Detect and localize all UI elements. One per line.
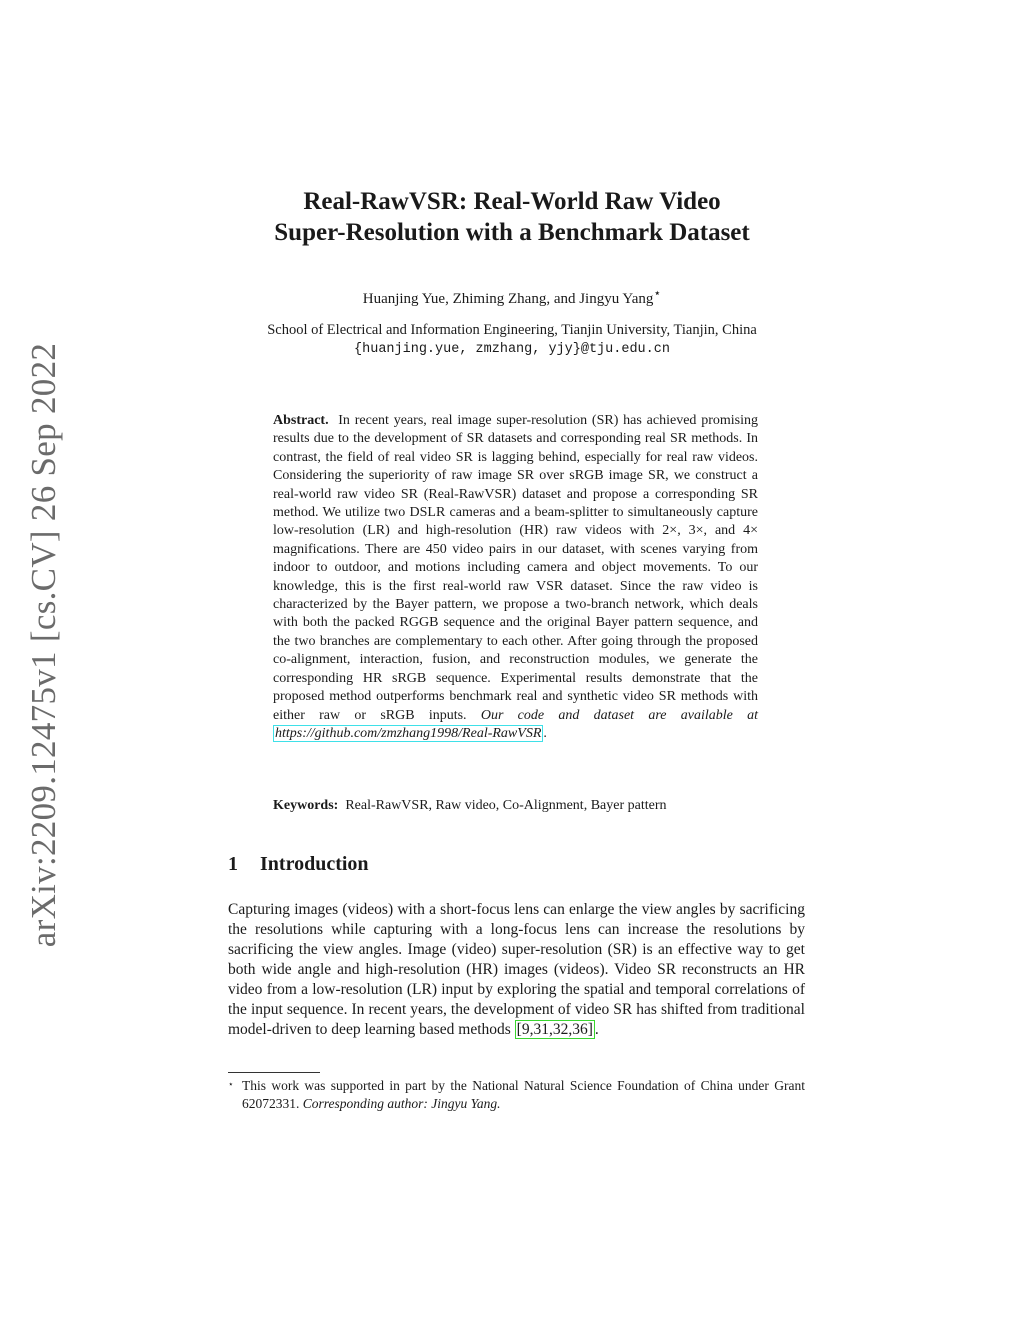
- title-line-2: Super-Resolution with a Benchmark Dataset: [274, 219, 750, 246]
- introduction-text: Capturing images (videos) with a short-focus lens can enlarge the view angles by sacrificing the resolutions while capturing with a long-focus lens can increase the resolutions by sacrificing the view angles. Image (video) super-resolution (SR) is an effective way to get both wide angle and high-resolution (HR) images (videos). Video SR reconstructs an HR video from a low-resolution (LR) input by exploring the spatial and temporal correlations of the input sequence. In recent years, the development of video SR has shifted from traditional model-driven to deep learning based methods: [228, 901, 805, 1038]
- abstract-label: Abstract.: [273, 413, 329, 428]
- authors-text: Huanjing Yue, Zhiming Zhang, and Jingyu Yang: [362, 291, 654, 307]
- citation-refs: 9,31,32,36: [521, 1021, 588, 1038]
- footnote-body: [242, 1077, 805, 1113]
- abstract-body: In recent years, real image super-resolution (SR) has achieved promising results due to the development of SR datasets and corresponding real SR methods. In contrast, the field of real video SR is lagging behind, especially for real raw videos. Considering the superiority of raw image SR over sRGB image SR, we construct a real-world raw video SR (Real-RawVSR) dataset and propose a corresponding SR method. We utilize two DSLR cameras and a beam-splitter to simultaneously capture low-resolution (LR) and high-resolution (HR) raw videos with 2×, 3×, and 4× magnifications. There are 450 video pairs in our dataset, with scenes varying from indoor to outdoor, and motions including camera and object movements. To our knowledge, this is the first real-world raw VSR dataset. Since the raw video is characterized by the Bayer pattern, we propose a two-branch network, which deals with both the packed RGGB sequence and the original Bayer pattern sequence, and the two branches are complementary to each other. After going through the proposed co-alignment, interaction, fusion, and reconstruction modules, we generate the corresponding HR sRGB sequence. Experimental results demonstrate that the proposed method outperforms benchmark real and synthetic video SR methods with either raw or sRGB inputs.: [273, 413, 759, 723]
- corresponding-author: Corresponding author: Jingyu Yang.: [302, 1096, 501, 1111]
- footnote-text: This work was supported in part by the National Natural Science Foundation of China under Grant 62072331.: [242, 1078, 805, 1111]
- footnote: [228, 1077, 805, 1113]
- keywords: [273, 798, 758, 814]
- paper-title: [0, 186, 1024, 248]
- abstract-code-note: Our code and dataset are available at: [480, 707, 759, 723]
- arxiv-sidebar: [24, 342, 64, 948]
- footnote-rule: [228, 1072, 320, 1073]
- author-footnote-mark: ⋆: [653, 286, 662, 300]
- keywords-label: Keywords:: [273, 798, 339, 813]
- email-addresses: {huanjing.yue, zmzhang, yjy}@tju.edu.cn: [354, 342, 670, 357]
- abstract: [273, 412, 758, 743]
- section-title: Introduction: [260, 853, 369, 875]
- citation-close: ]: [587, 1021, 593, 1038]
- introduction-paragraph: [228, 900, 805, 1040]
- affiliation: School of Electrical and Information Engineering, Tianjin University, Tianjin, China: [267, 322, 757, 338]
- code-repository-link[interactable]: https://github.com/zmzhang1998/Real-RawVSR: [275, 725, 542, 741]
- citation-open: [: [516, 1021, 522, 1038]
- arxiv-identifier: arXiv:2209.12475v1 [cs.CV] 26 Sep 2022: [24, 342, 63, 948]
- introduction-end: .: [594, 1021, 599, 1038]
- footnote-mark: ⋆: [228, 1079, 234, 1089]
- affiliation-block: [0, 320, 1024, 360]
- section-heading: [228, 853, 369, 876]
- section-number: 1: [228, 853, 238, 875]
- citation-link[interactable]: [515, 1020, 595, 1039]
- author-list: [0, 285, 1024, 308]
- abstract-end: .: [543, 725, 547, 741]
- keywords-text: Real-RawVSR, Raw video, Co-Alignment, Bayer pattern: [345, 798, 667, 813]
- title-line-1: Real-RawVSR: Real-World Raw Video: [303, 188, 721, 215]
